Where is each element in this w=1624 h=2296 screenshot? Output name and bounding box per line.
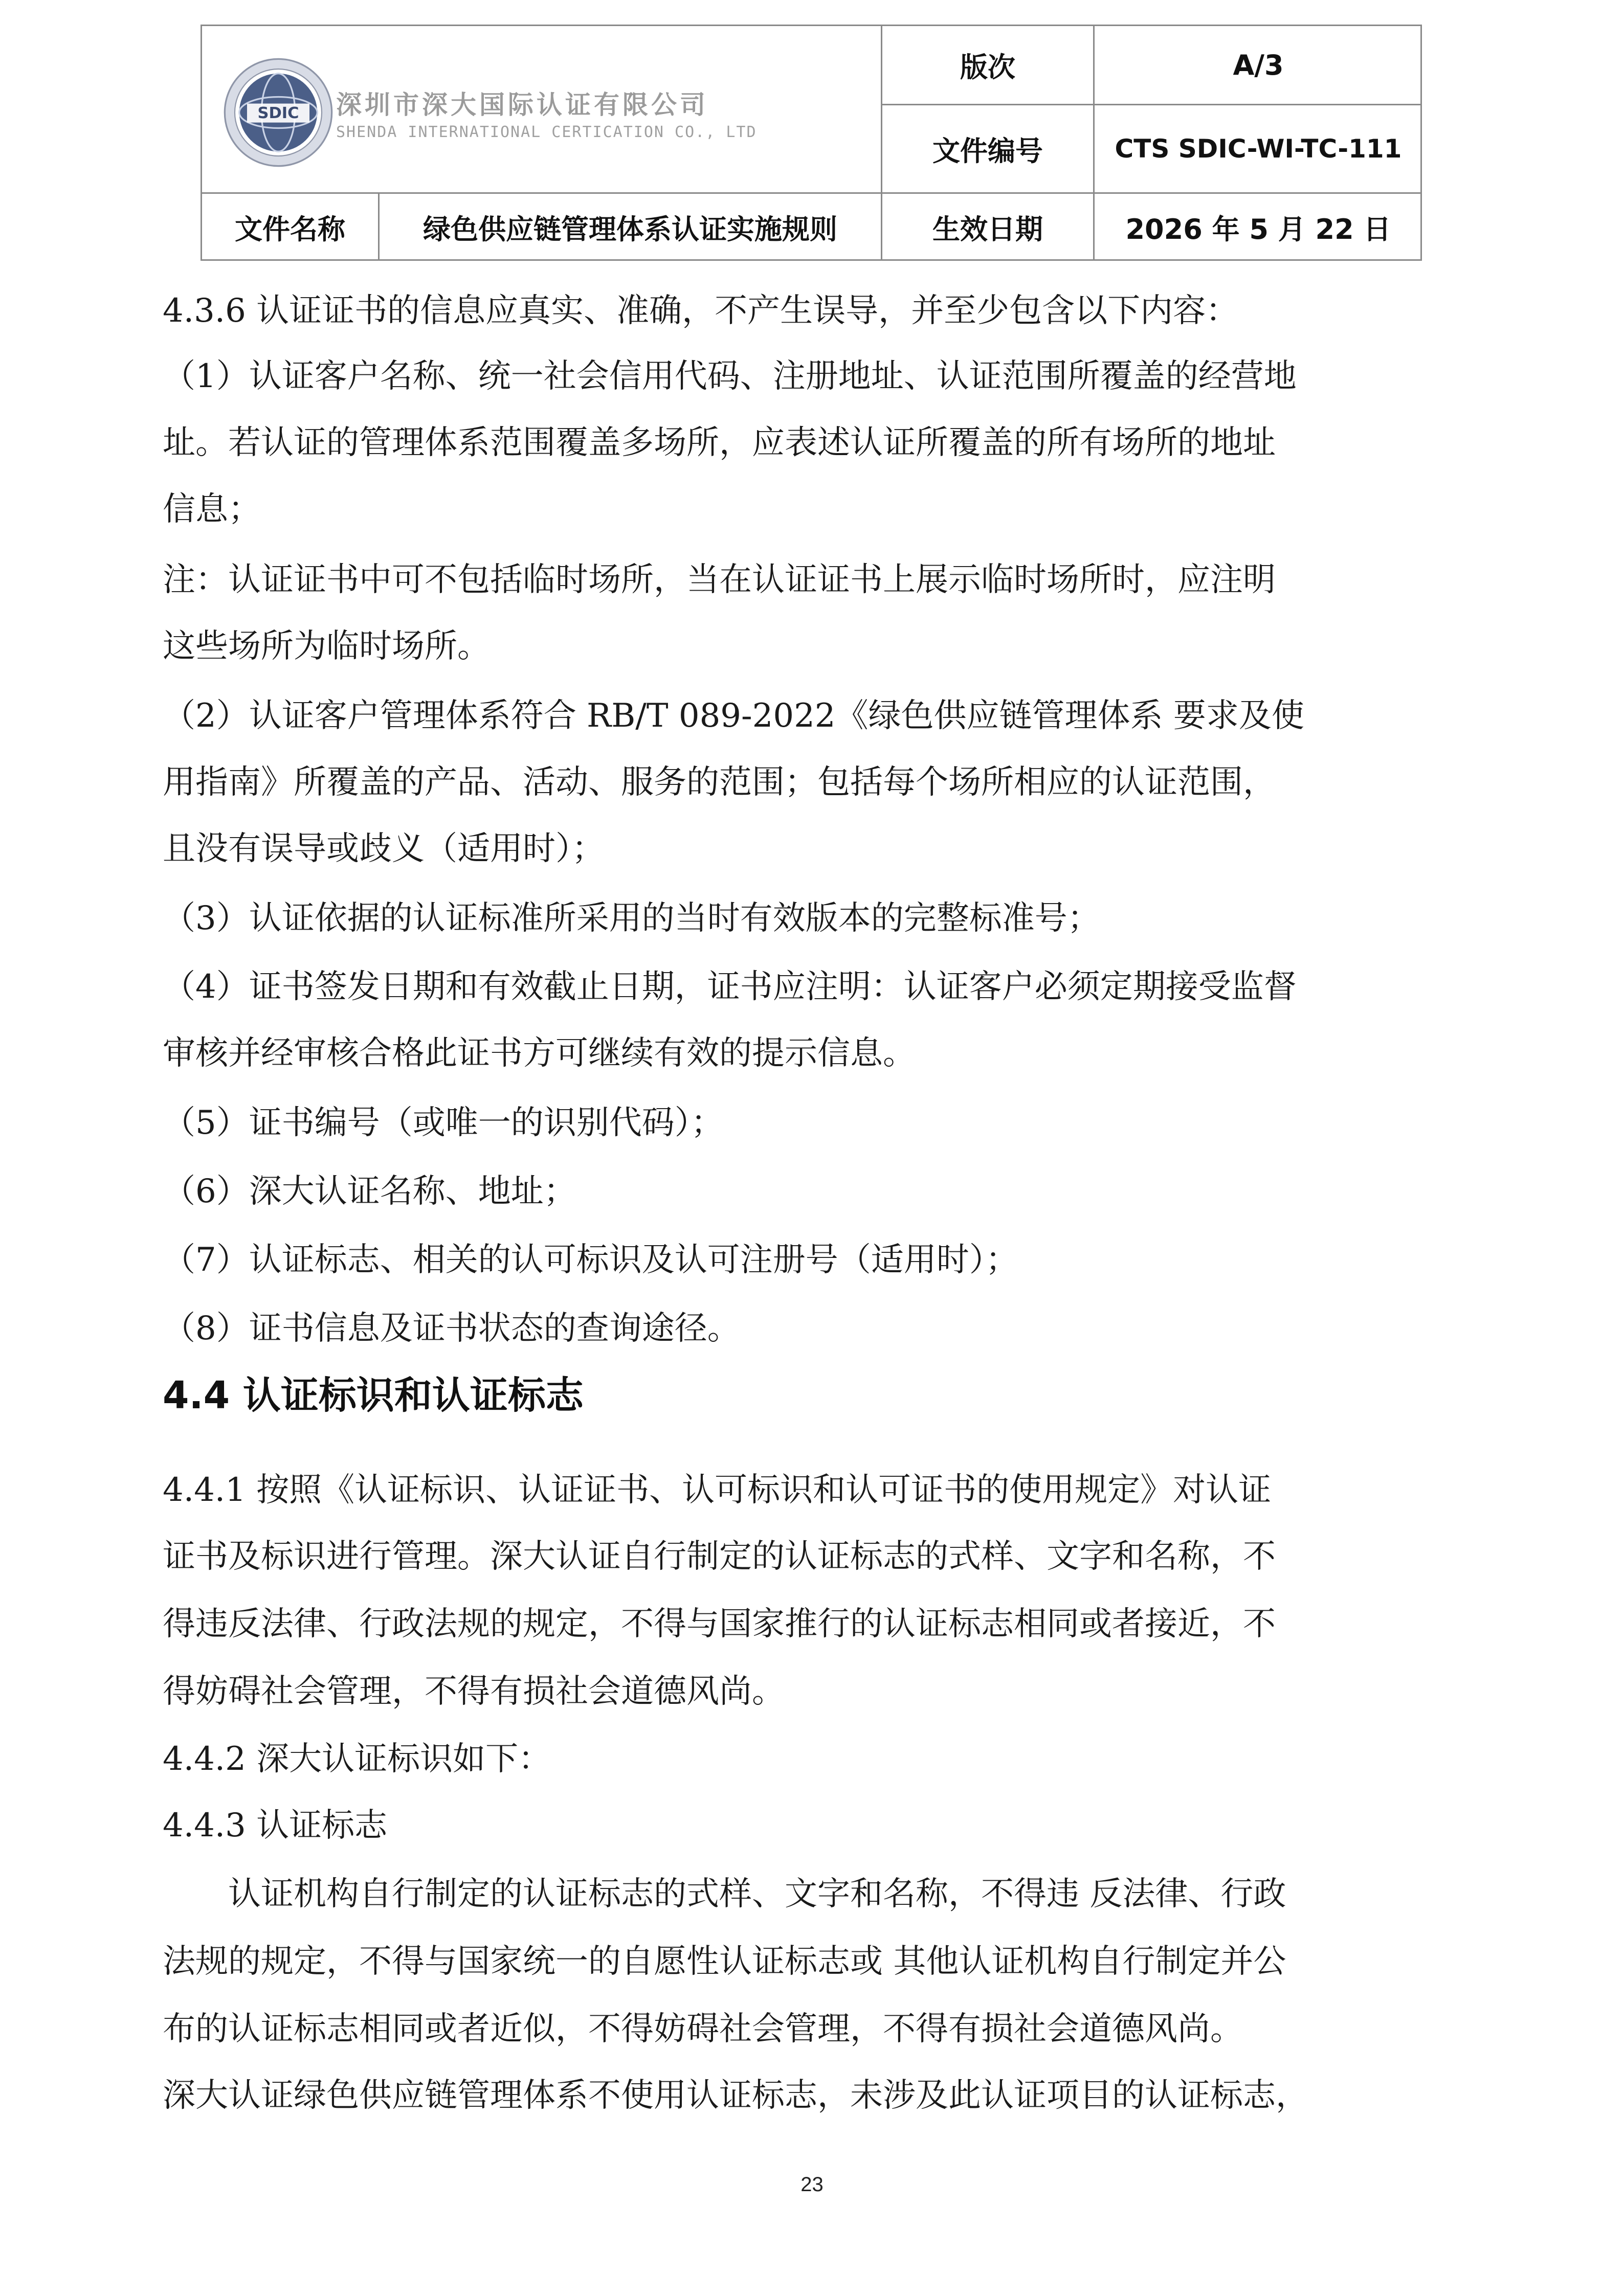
text-line: 深大认证绿色供应链管理体系不使用认证标志，未涉及此认证项目的认证标志，	[163, 2077, 1308, 2114]
text-line: 4.4.1 按照《认证标识、认证证书、认可标识和认可证书的使用规定》对认证	[163, 1471, 1272, 1509]
text-line: 且没有误导或歧义（适用时）；	[163, 830, 605, 868]
text-line: （5）证书编号（或唯一的识别代码）；	[163, 1104, 724, 1142]
text-line: （2）认证客户管理体系符合 RB/T 089-2022《绿色供应链管理体系 要求及使	[163, 697, 1304, 735]
company-name-en: SHENDA INTERNATIONAL CERTICATION CO., LTD	[336, 123, 757, 141]
text-line: （8）证书信息及证书状态的查询途径。	[163, 1310, 740, 1347]
text-line: （4）证书签发日期和有效截止日期，证书应注明：认证客户必须定期接受监督	[163, 968, 1297, 1006]
text-line: 4.3.6 认证证书的信息应真实、准确，不产生误导，并至少包含以下内容：	[163, 292, 1239, 330]
text-line: 信息；	[163, 490, 261, 528]
text-line: 用指南》所覆盖的产品、活动、服务的范围；包括每个场所相应的认证范围，	[163, 763, 1276, 801]
text-line: 注：认证证书中可不包括临时场所，当在认证证书上展示临时场所时，应注明	[163, 561, 1276, 599]
logo-text: SDIC	[257, 104, 299, 122]
docno-value: CTS SDIC-WI-TC-111	[1115, 134, 1402, 164]
text-line: 址。若认证的管理体系范围覆盖多场所，应表述认证所覆盖的所有场所的地址	[163, 424, 1276, 462]
text-line: 这些场所为临时场所。	[163, 627, 490, 665]
text-line: （3）认证依据的认证标准所采用的当时有效版本的完整标准号；	[163, 899, 1100, 937]
effective-value: 2026 年 5 月 22 日	[1125, 213, 1391, 245]
text-line: 4.4.2 深大认证标识如下：	[163, 1740, 551, 1778]
text-line: （6）深大认证名称、地址；	[163, 1173, 576, 1210]
text-line: （1）认证客户名称、统一社会信用代码、注册地址、认证范围所覆盖的经营地	[163, 357, 1297, 395]
text-line: 4.4.3 认证标志	[163, 1807, 388, 1844]
company-seal-icon	[223, 57, 334, 168]
docname-label: 文件名称	[235, 213, 345, 245]
company-logo-block	[223, 53, 867, 170]
text-line: 证书及标识进行管理。深大认证自行制定的认证标志的式样、文字和名称，不	[163, 1538, 1276, 1575]
effective-label: 生效日期	[932, 213, 1043, 245]
text-line: 得妨碍社会管理，不得有损社会道德风尚。	[163, 1673, 785, 1710]
docno-label: 文件编号	[932, 134, 1043, 167]
text-line: 审核并经审核合格此证书方可继续有效的提示信息。	[163, 1034, 916, 1072]
text-line: 认证机构自行制定的认证标志的式样、文字和名称，不得违 反法律、行政	[163, 1875, 1286, 1913]
edition-value: A/3	[1233, 49, 1284, 81]
document-header-table	[201, 25, 1422, 261]
docname-value: 绿色供应链管理体系认证实施规则	[423, 213, 837, 245]
text-line: （7）认证标志、相关的认可标识及认可注册号（适用时）；	[163, 1241, 1018, 1279]
text-line: 法规的规定，不得与国家统一的自愿性认证标志或 其他认证机构自行制定并公	[163, 1943, 1286, 1980]
company-name-cn: 深圳市深大国际认证有限公司	[336, 90, 708, 120]
section-heading: 4.4 认证标识和认证标志	[163, 1374, 584, 1417]
page-number: 23	[800, 2173, 824, 2196]
text-line: 布的认证标志相同或者近似，不得妨碍社会管理，不得有损社会道德风尚。	[163, 2010, 1243, 2048]
edition-label: 版次	[960, 51, 1015, 83]
text-line: 得违反法律、行政法规的规定，不得与国家推行的认证标志相同或者接近，不	[163, 1605, 1276, 1643]
